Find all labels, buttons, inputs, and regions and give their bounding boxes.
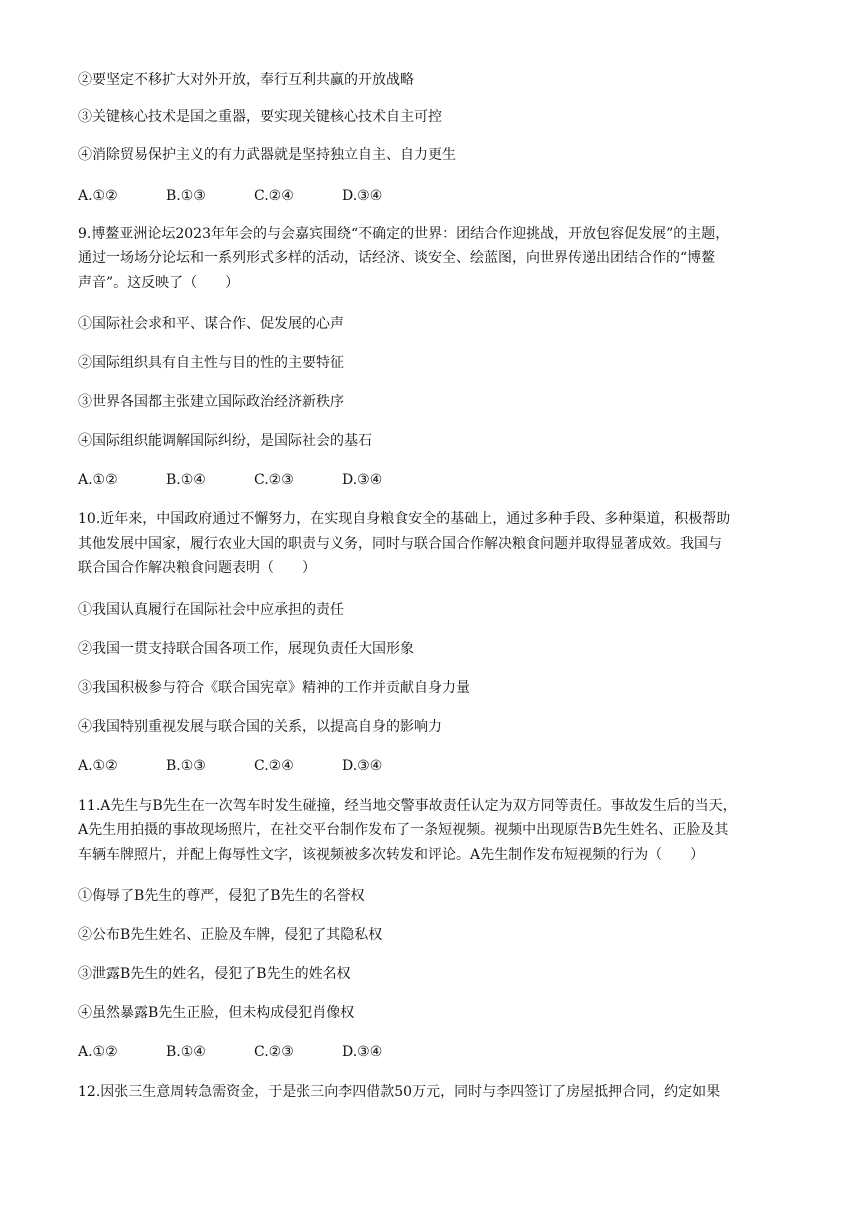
q11-stem-line-1: 11.A先生与B先生在一次驾车时发生碰撞，经当地交警事故责任认定为双方同等责任。事故发生后的当天，: [78, 798, 737, 814]
q11-item-4: ④虽然暴露B先生正脸，但未构成侵犯肖像权: [78, 1005, 355, 1021]
q9-stem-line-2: 通过一场场分论坛和一系列形式多样的活动，话经济、谈安全、绘蓝图，向世界传递出团结合作的“博鳌: [78, 250, 716, 266]
q9-item-1: ①国际社会求和平、谋合作、促发展的心声: [78, 316, 344, 332]
q9-item-2: ②国际组织具有自主性与目的性的主要特征: [78, 355, 344, 371]
q9-option-b: B.①④: [166, 472, 206, 488]
q9-option-c: C.②③: [254, 472, 294, 488]
q12-stem-line-1: 12.因张三生意周转急需资金，于是张三向李四借款50万元，同时与李四签订了房屋抵押合同，约定如果: [78, 1084, 721, 1100]
q8-item-3: ③关键核心技术是国之重器，要实现关键核心技术自主可控: [78, 109, 442, 125]
q9-options: [78, 470, 808, 490]
q11-stem-line-2: A先生用拍摄的事故现场照片，在社交平台制作发布了一条短视频。视频中出现原告B先生姓名、正脸及其: [78, 822, 729, 838]
q10-item-3: ③我国积极参与符合《联合国宪章》精神的工作并贡献自身力量: [78, 680, 470, 696]
q10-stem-line-1: 10.近年来，中国政府通过不懈努力，在实现自身粮食安全的基础上，通过多种手段、多种渠道，积极帮助: [78, 511, 731, 527]
q10-stem-line-3: 联合国合作解决粮食问题表明（ ）: [78, 560, 316, 576]
q8-option-c: C.②④: [254, 188, 294, 204]
q10-item-4: ④我国特别重视发展与联合国的关系，以提高自身的影响力: [78, 719, 442, 735]
q10-item-2: ②我国一贯支持联合国各项工作，展现负责任大国形象: [78, 641, 414, 657]
q8-item-4: ④消除贸易保护主义的有力武器就是坚持独立自主、自力更生: [78, 147, 456, 163]
q10-option-d: D.③④: [342, 758, 383, 774]
q11-stem-line-3: 车辆车牌照片，并配上侮辱性文字，该视频被多次转发和评论。A先生制作发布短视频的行为（ ）: [78, 847, 705, 863]
q11-option-b: B.①④: [166, 1044, 206, 1060]
q10-item-1: ①我国认真履行在国际社会中应承担的责任: [78, 602, 344, 618]
q11-item-3: ③泄露B先生的姓名，侵犯了B先生的姓名权: [78, 966, 351, 982]
q9-stem-line-1: 9.博鳌亚洲论坛2023年年会的与会嘉宾围绕“不确定的世界：团结合作迎挑战，开放包容促发展”的主题，: [78, 226, 730, 242]
q8-item-2: ②要坚定不移扩大对外开放，奉行互利共赢的开放战略: [78, 72, 414, 88]
q8-option-b: B.①③: [166, 188, 206, 204]
q10-option-a: A.①②: [78, 758, 118, 774]
q10-options: [78, 756, 808, 776]
q8-option-a: A.①②: [78, 188, 118, 204]
q11-item-2: ②公布B先生姓名、正脸及车牌，侵犯了其隐私权: [78, 927, 383, 943]
q9-item-3: ③世界各国都主张建立国际政治经济新秩序: [78, 394, 344, 410]
q9-option-d: D.③④: [342, 472, 383, 488]
q9-option-a: A.①②: [78, 472, 118, 488]
q11-option-c: C.②③: [254, 1044, 294, 1060]
q11-options: [78, 1042, 808, 1062]
q10-option-c: C.②④: [254, 758, 294, 774]
q9-item-4: ④国际组织能调解国际纠纷，是国际社会的基石: [78, 433, 372, 449]
q11-option-a: A.①②: [78, 1044, 118, 1060]
q11-option-d: D.③④: [342, 1044, 383, 1060]
q9-stem-line-3: 声音”。这反映了（ ）: [78, 275, 240, 291]
q8-options: [78, 186, 808, 206]
q8-option-d: D.③④: [342, 188, 383, 204]
q11-item-1: ①侮辱了B先生的尊严，侵犯了B先生的名誉权: [78, 888, 365, 904]
q10-stem-line-2: 其他发展中国家，履行农业大国的职责与义务，同时与联合国合作解决粮食问题并取得显著成效。我国与: [78, 536, 722, 552]
q10-option-b: B.①③: [166, 758, 206, 774]
